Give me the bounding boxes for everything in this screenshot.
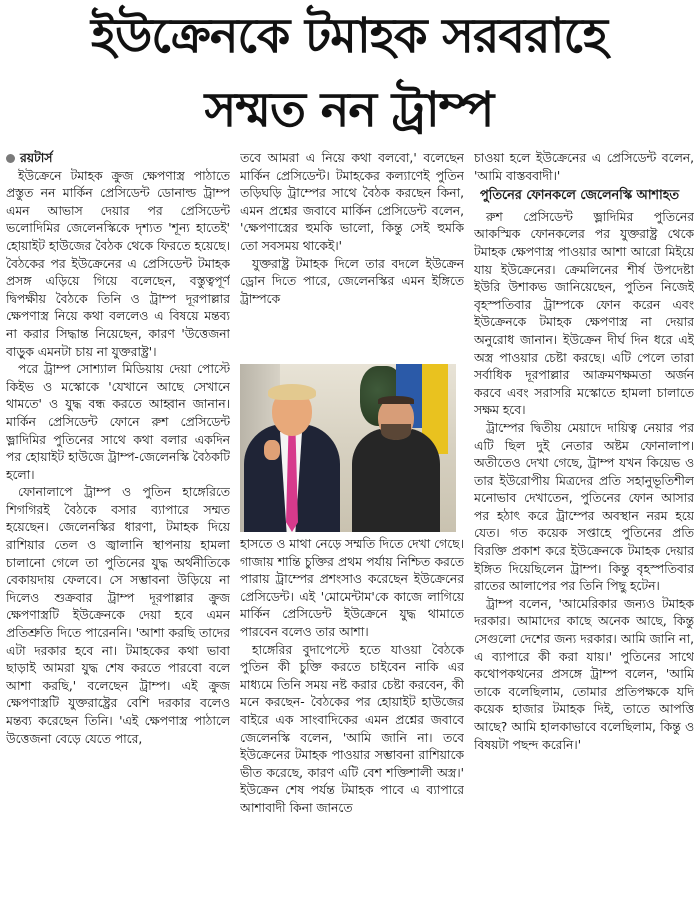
paragraph: পরে ট্রাম্প সোশ্যাল মিডিয়ায় দেয়া পোস্টে কিইভ ও মস্কোকে 'যেখানে আছে সেখানে থামতে' ও যুদ্ধ বন্ধ করতে আহ্বান জানান। মার্কিন প্রেসিডেন্ট ফোনে রুশ প্রেসিডেন্ট ভ্লাদিমির পুতিনের সাথে কথা বলার একদিন পর হোয়াইট হাউজে ট্রাম্প-জেলেনস্কি বৈঠকটি হলো। xyxy=(6,362,230,482)
paragraph: হাসতে ও মাথা নেড়ে সম্মতি দিতে দেখা গেছে। গাজায় শান্তি চুক্তির প্রথম পর্যায় নিশ্চিত করতে পারায় ট্রাম্পের প্রশংসাও করেছেন ইউক্রেনের প্রেসিডেন্ট। এই 'মোমেন্টাম'কে কাজে লাগিয়ে মার্কিন প্রেসিডেন্ট ইউক্রেনে যুদ্ধ থামাতে পারবেন বলেও তার আশা। xyxy=(240,537,464,639)
article-column-3 xyxy=(474,150,694,920)
byline xyxy=(6,150,230,168)
article-column-1 xyxy=(6,150,230,920)
paragraph: ট্রাম্পের দ্বিতীয় মেয়াদে দায়িত্ব নেয়ার পর এটি ছিল দুই নেতার অষ্টম ফোনালাপ। অতীতেও দেখা গেছে, ট্রাম্প যখন কিয়েভ ও তার ইউরোপীয় মিত্রদের প্রতি সহানুভূতিশীল মনোভাব দেখাতেন, পুতিনের ফোন আসার পর হঠাৎ করে ট্রাম্পের অবস্থান নরম হয়ে যেত। গত কয়েক সপ্তাহে পুতিনের প্রতি বিরক্তি প্রকাশ করে ইউক্রেনকে টমাহক দেয়ার ইঙ্গিত দিয়েছিলেন ট্রাম্প। কিন্তু বৃহস্পতিবার রাতের আলাপের পর তিনি পিছু হটেন। xyxy=(474,420,694,594)
person-zelensky-figure xyxy=(352,428,440,532)
column-2-bottom xyxy=(240,536,464,920)
subheading: পুতিনের ফোনকলে জেলেনস্কি আশাহত xyxy=(480,188,680,204)
hair-shape xyxy=(378,396,414,404)
paragraph: যুক্তরাষ্ট্র টমাহক দিলে তার বদলে ইউক্রেন ড্রোন দিতে পারে, জেলেনস্কির এমন ইঙ্গিতে ট্রাম্পকে xyxy=(240,256,464,306)
paragraph: ফোনালাপে ট্রাম্প ও পুতিন হাঙ্গেরিতে শিগগিরই বৈঠকে বসার ব্যাপারে সম্মত হয়েছেন। জেলেনস্কির ধারণা, টমাহক দিয়ে রাশিয়ার তেল ও জ্বালানি স্থাপনায় হামলা চালানো গেলে তা পুতিনের যুদ্ধ অর্থনীতিকে বেকায়দায় ফেলবে। সে সম্ভাবনা উড়িয়ে না দিলেও শুক্রবার ট্রাম্প দূরপাল্লার ক্রুজ ক্ষেপণাস্ত্রটি ইউক্রেনকে দেয়া হবে এমন প্রতিশ্রুতি দিতে পারেননি। 'আশা করছি তাদের এটা দরকার হবে না। টমাহকের কথা ভাবা ছাড়াই আমরা যুদ্ধ শেষ করতে পারবো বলে আশা করছি,' বলেছেন ট্রাম্প। এই ক্রুজ ক্ষেপণাস্ত্রটি যুক্তরাষ্ট্রের বেশি দরকার বলেও মন্তব্য করেছেন তিনি। 'এই ক্ষেপণাস্ত্র পাঠালে উত্তেজনা বেড়ে যেতে পারে, xyxy=(6,485,230,746)
headline-line-1: ইউক্রেনকে টমাহক সরবরাহে xyxy=(91,8,607,64)
paragraph: চাওয়া হলে ইউক্রেনের এ প্রেসিডেন্ট বলেন, 'আমি বাস্তববাদী।' xyxy=(474,151,694,183)
article-column-2 xyxy=(240,150,464,920)
headline-line-2: সম্মত নন ট্রাম্প xyxy=(204,82,494,138)
paragraph: রুশ প্রেসিডেন্ট ভ্লাদিমির পুতিনের আকস্মিক ফোনকলের পর যুক্তরাষ্ট্র থেকে টমাহক ক্ষেপণাস্ত্র পাওয়ার আশা আরো মিইয়ে যায় ইউক্রেনের। ক্রেমলিনের শীর্ষ উপদেষ্টা ইউরি উশাকভ জানিয়েছেন, পুতিন নিজেই বৃহস্পতিবার ট্রাম্পকে ফোন করেন এবং ইউক্রেনকে টমাহক ক্ষেপণাস্ত্র না দেয়ার অনুরোধ জানান। ইউক্রেন দীর্ঘ দিন ধরে এই অস্ত্র পাওয়ার চেষ্টা করছে। এটি পেলে তারা সর্বাধিক দূরপাল্লার আক্রমণক্ষমতা অর্জন করবে এবং সরাসরি মস্কোতে হামলা চালাতে সক্ষম হবে। xyxy=(474,209,694,418)
news-photo xyxy=(240,364,456,532)
paragraph: ইউক্রেনে টমাহক ক্রুজ ক্ষেপণাস্ত্র পাঠাতে প্রস্তুত নন মার্কিন প্রেসিডেন্ট ডোনাল্ড ট্রাম্প এমন আভাস দেয়ার পর প্রেসিডেন্ট ভলোদিমির জেলেনস্কিকে দৃশ্যত 'শূন্য হাতেই' হোয়াইট হাউজের বৈঠক থেকে ফিরতে হয়েছে। বৈঠকের পর ইউক্রেনের এ প্রেসিডেন্ট টমাহক প্রসঙ্গ এড়িয়ে গিয়ে বলেছেন, বস্তুত্বপূর্ণ দ্বিপক্ষীয় বৈঠকে তিনি ও ট্রাম্প দূরপাল্লার ক্ষেপণাস্ত্র নিয়ে কথা বললেও এ বিষয়ে মন্তব্য না করার সিদ্ধান্ত নিয়েছেন, কারণ 'উত্তেজনা বাড়ুক এমনটা চায় না যুক্তরাষ্ট্র'। xyxy=(6,168,230,359)
paragraph: ট্রাম্প বলেন, 'আমেরিকার জন্যও টমাহক দরকার। আমাদের কাছে অনেক আছে, কিন্তু সেগুলো দেশের জন্য দরকার। আমি জানি না, এ ব্যাপারে কী করা যায়।' পুতিনের সাথে কথোপকথনের প্রসঙ্গে ট্রাম্প বলেন, 'আমি তাকে বলেছিলাম, তোমার প্রতিপক্ষকে যদি কয়েক হাজার টমাহক দিই, তাতে আপত্তি আছে? আমি হালকাভাবে বলেছিলাম, কিন্তু ও বিষয়টা পছন্দ করেনি।' xyxy=(474,596,694,752)
paragraph: তবে আমরা এ নিয়ে কথা বলবো,' বলেছেন মার্কিন প্রেসিডেন্ট। টমাহকের কল্যাণেই পুতিন তড়িঘড়ি ট্রাম্পের সাথে বৈঠক করছেন কিনা, এমন প্রশ্নের জবাবে মার্কিন প্রেসিডেন্ট বলেন, 'ক্ষেপণাস্ত্রের হুমকি ভালো, কিন্তু সেই হুমকি তো সবসময় থাকেই।' xyxy=(240,151,464,253)
byline-source: রয়টার্স xyxy=(20,151,53,165)
paragraph: হাঙ্গেরির বুদাপেস্টে হতে যাওয়া বৈঠকে পুতিন কী চুক্তি করতে চাইবেন নাকি এর মাধ্যমে তিনি সময় নষ্ট করার চেষ্টা করবেন, কী মনে করছেন- বৈঠকের পর হোয়াইট হাউজের বাইরে এক সাংবাদিকের এমন প্রশ্নের জবাবে জেলেনস্কি বলেন, 'আমি জানি না। তবে ইউক্রেনের টমাহক পাওয়ার সম্ভাবনা রাশিয়াকে ভীত করেছে, কারণ এটি বেশ শক্তিশালী অস্ত্র।' ইউক্রেন শেষ পর্যন্ত টমাহক পাবে এ ব্যাপারে আশাবাদী কিনা জানতে xyxy=(240,642,464,815)
beard-shape xyxy=(381,424,411,440)
hair-shape xyxy=(268,384,316,400)
bullet-icon xyxy=(6,154,15,163)
column-2-top xyxy=(240,150,464,360)
fist-icon xyxy=(264,440,280,460)
